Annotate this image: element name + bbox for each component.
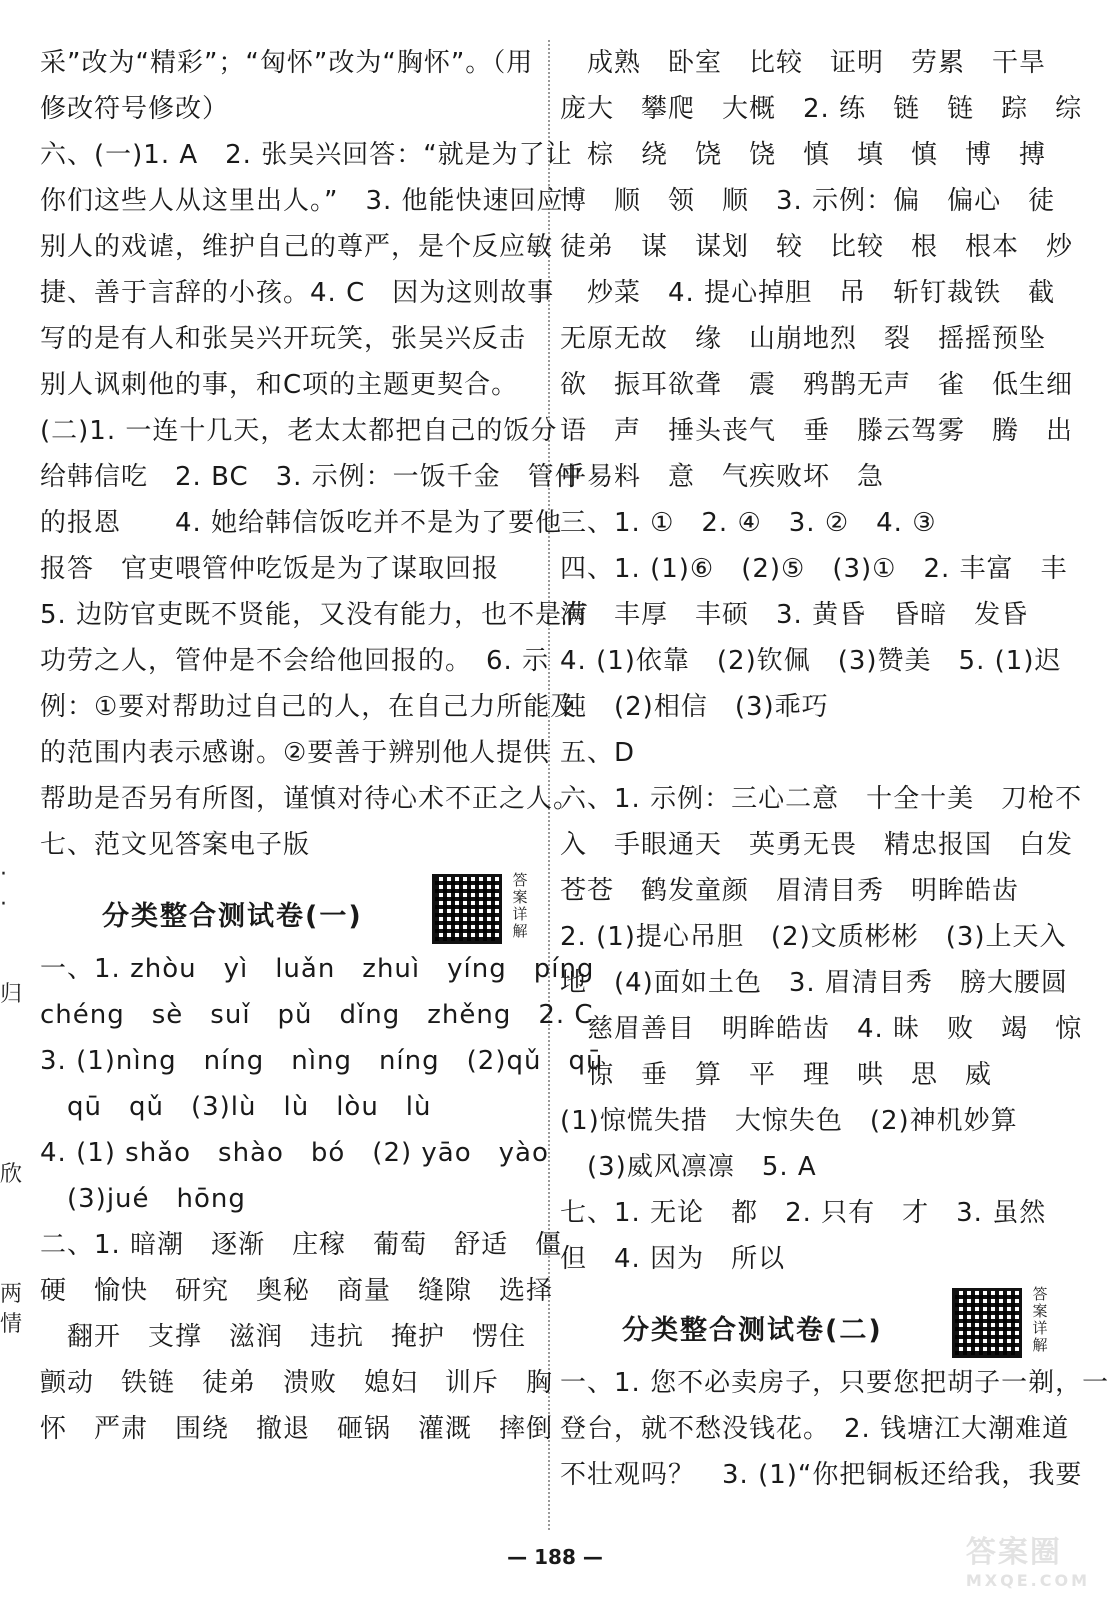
- answer-line: 的报恩 4. 她给韩信饭吃并不是为了要他: [40, 508, 563, 538]
- answer-line: 满 丰厚 丰硕 3. 黄昏 昏暗 发昏: [560, 600, 1029, 630]
- watermark-sub: MXQE.COM: [965, 1571, 1090, 1590]
- answer-line: 三、1. ① 2. ④ 3. ② 4. ③: [560, 508, 937, 538]
- answer-line: 六、(一)1. A 2. 张吴兴回答：“就是为了让: [40, 140, 573, 170]
- answer-line: 你们这些人从这里出人。” 3. 他能快速回应: [40, 186, 564, 216]
- section2-header: [560, 1282, 1080, 1360]
- qr-label: 答案详解: [512, 871, 528, 940]
- margin-char: [0, 1070, 22, 1100]
- margin-char: [0, 950, 22, 980]
- answer-line: 二、1. 暗潮 逐渐 庄稼 葡萄 舒适 僵: [40, 1230, 563, 1260]
- margin-char: [0, 1250, 22, 1280]
- answer-line: 一、1. 您不必卖房子，只要您把胡子一剃，一: [560, 1368, 1110, 1398]
- margin-char: [0, 1010, 22, 1040]
- answer-line: 别人讽刺他的事，和C项的主题更契合。: [40, 370, 519, 400]
- section1-title: 分类整合测试卷(一): [102, 901, 363, 932]
- answer-line: 功劳之人，管仲是不会给他回报的。 6. 示: [40, 646, 550, 676]
- margin-char: 情: [0, 1312, 23, 1337]
- answer-line: 登台，就不愁没钱花。 2. 钱塘江大潮难道: [560, 1414, 1070, 1444]
- answer-line: 一、1. zhòu yì luǎn zhuì yíng píng: [40, 954, 595, 984]
- answer-line: 5. 边防官吏既不贤能，又没有能力，也不是有: [40, 600, 590, 630]
- answer-line: 给韩信吃 2. BC 3. 示例：一饭千金 管仲: [40, 462, 582, 492]
- answer-line: 不壮观吗？ 3. (1)“你把铜板还给我，我要: [560, 1460, 1083, 1490]
- answer-line: 无原无故 缘 山崩地烈 裂 摇摇预坠: [560, 324, 1047, 354]
- right-answer-block: [560, 40, 1083, 1282]
- qr-code-icon[interactable]: [952, 1288, 1022, 1358]
- answer-line: 钝 (2)相信 (3)乖巧: [560, 692, 829, 722]
- section1-answer-block: [40, 946, 604, 1452]
- answer-line: 四、1. (1)⑥ (2)⑤ (3)① 2. 丰富 丰: [560, 554, 1068, 584]
- answer-line: 庞大 攀爬 大概 2. 练 链 链 踪 综: [560, 94, 1083, 124]
- answer-line: 入 手眼通天 英勇无畏 精忠报国 白发: [560, 830, 1074, 860]
- answer-line: (3)威风凛凛 5. A: [560, 1152, 817, 1182]
- margin-char: [0, 1100, 22, 1130]
- margin-char: [0, 920, 22, 950]
- answer-line: 徒弟 谋 谋划 较 比较 根 根本 炒: [560, 232, 1074, 262]
- answer-line: 博 顺 领 顺 3. 示例：偏 偏心 徒: [560, 186, 1056, 216]
- answer-line: 3. (1)nìng níng nìng níng (2)qǔ qū: [40, 1046, 604, 1076]
- answer-line: 4. (1)依靠 (2)钦佩 (3)赞美 5. (1)迟: [560, 646, 1062, 676]
- answer-line: 颤动 铁链 徒弟 溃败 媳妇 训斥 胸: [40, 1368, 554, 1398]
- margin-marks: [0, 860, 22, 1340]
- margin-char: ·: [0, 862, 7, 887]
- margin-char: [0, 1220, 22, 1250]
- section2-answer-block: [560, 1360, 1110, 1498]
- answer-line: 怀 严肃 围绕 撤退 砸锅 灌溉 摔倒: [40, 1414, 554, 1444]
- answer-line: 但 4. 因为 所以: [560, 1244, 786, 1274]
- answer-line: 的范围内表示感谢。②要善于辨别他人提供: [40, 738, 551, 768]
- answer-line: 欲 振耳欲聋 震 鸦鹊无声 雀 低生细: [560, 370, 1074, 400]
- answer-line: chéng sè suǐ pǔ dǐng zhěng 2. C: [40, 1000, 594, 1030]
- answer-line: 苍苍 鹤发童颜 眉清目秀 明眸皓齿: [560, 876, 1020, 906]
- margin-char: 归: [0, 982, 23, 1007]
- answer-line: (二)1. 一连十几天，老太太都把自己的饭分: [40, 416, 558, 446]
- answer-line: 翻开 支撑 滋润 违抗 掩护 愣住: [40, 1322, 527, 1352]
- watermark-main: 答案圈: [965, 1535, 1062, 1570]
- answer-line: 成熟 卧室 比较 证明 劳累 干旱: [560, 48, 1047, 78]
- answer-line: 2. (1)提心吊胆 (2)文质彬彬 (3)上天入: [560, 922, 1067, 952]
- answer-line: 别人的戏谑，维护自己的尊严，是个反应敏: [40, 232, 554, 262]
- qr-label: 答案详解: [1032, 1285, 1048, 1354]
- section1-header: [40, 868, 540, 946]
- answer-line: 七、1. 无论 都 2. 只有 才 3. 虽然: [560, 1198, 1047, 1228]
- left-answer-block: [40, 40, 590, 868]
- qr-code-icon[interactable]: [432, 874, 502, 944]
- margin-char: ·: [0, 892, 7, 917]
- margin-char: [0, 1040, 22, 1070]
- answer-line: 五、D: [560, 738, 636, 768]
- answer-line: 炒菜 4. 提心掉胆 吊 斩钉裁铁 截: [560, 278, 1056, 308]
- answer-line: 乎易料 意 气疾败坏 急: [560, 462, 885, 492]
- right-column: [560, 40, 1110, 1498]
- answer-line: 写的是有人和张吴兴开玩笑，张吴兴反击: [40, 324, 527, 354]
- answer-line: 硬 愉快 研究 奥秘 商量 缝隙 选择: [40, 1276, 554, 1306]
- section2-title: 分类整合测试卷(二): [622, 1315, 883, 1346]
- answer-line: qū qǔ (3)lù lù lòu lù: [40, 1092, 432, 1122]
- answer-line: 例：①要对帮助过自己的人，在自己力所能及: [40, 692, 578, 722]
- answer-line: 地 (4)面如土色 3. 眉清目秀 膀大腰圆: [560, 968, 1068, 998]
- answer-line: 4. (1) shǎo shào bó (2) yāo yào: [40, 1138, 549, 1168]
- answer-line: 捷、善于言辞的小孩。4. C 因为这则故事: [40, 278, 555, 308]
- watermark-logo: [966, 1527, 1090, 1590]
- answer-line: 六、1. 示例：三心二意 十全十美 刀枪不: [560, 784, 1083, 814]
- margin-char: 两: [0, 1282, 23, 1307]
- page-number: — 188 —: [507, 1545, 603, 1569]
- margin-char: [0, 1190, 22, 1220]
- answer-line: 语 声 捶头丧气 垂 滕云驾雾 腾 出: [560, 416, 1074, 446]
- margin-char: 欣: [0, 1162, 23, 1187]
- answer-line: 惊 垂 算 平 理 哄 思 威: [560, 1060, 993, 1090]
- answer-line: 七、范文见答案电子版: [40, 830, 311, 860]
- answer-line: 帮助是否另有所图，谨慎对待心术不正之人。: [40, 784, 581, 814]
- answer-line: 慈眉善目 明眸皓齿 4. 昧 败 竭 惊: [560, 1014, 1083, 1044]
- answer-line: (3)jué hōng: [40, 1184, 246, 1214]
- answer-line: 报答 官吏喂管仲吃饭是为了谋取回报: [40, 554, 500, 584]
- margin-char: [0, 1130, 22, 1160]
- answer-line: (1)惊慌失措 大惊失色 (2)神机妙算: [560, 1106, 1018, 1136]
- answer-line: 修改符号修改）: [40, 94, 230, 124]
- answer-line: 采”改为“精彩”；“匈怀”改为“胸怀”。（用: [40, 48, 534, 78]
- answer-line: 棕 绕 饶 饶 慎 填 慎 博 搏: [560, 140, 1047, 170]
